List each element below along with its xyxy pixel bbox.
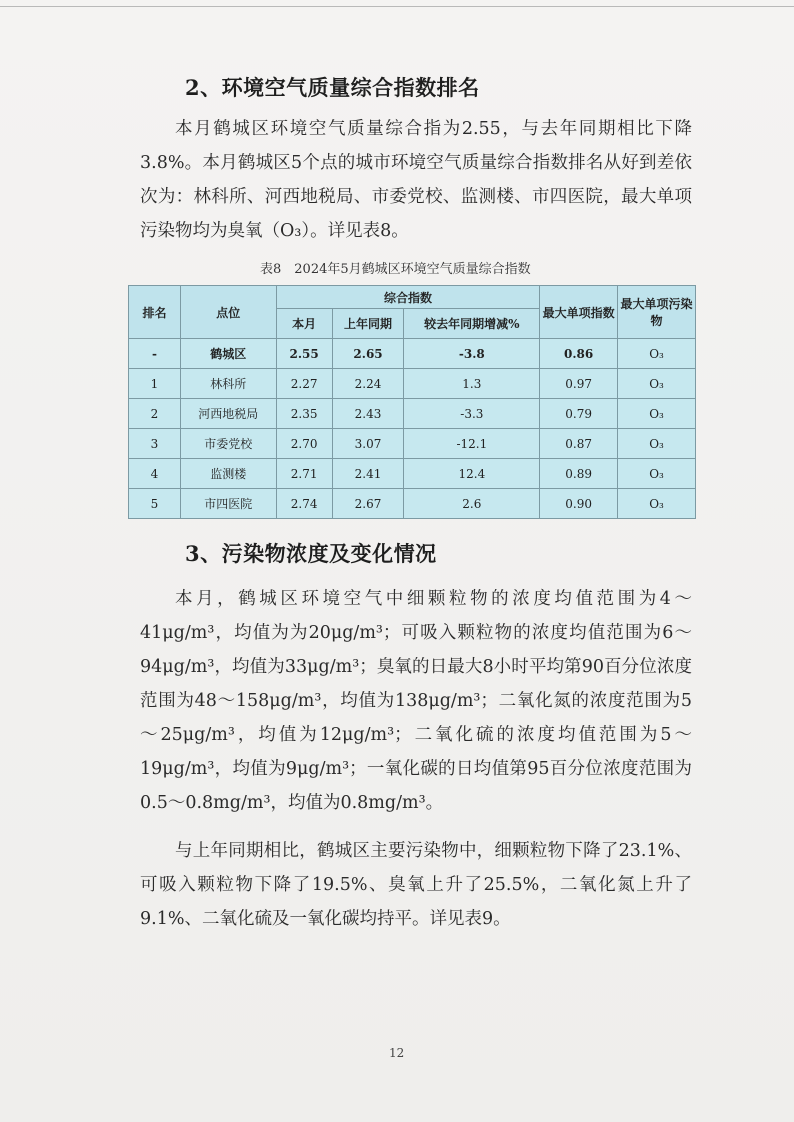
header-composite: 综合指数 [276, 286, 540, 309]
cell-change: 12.4 [404, 459, 540, 489]
cell-rank: 5 [129, 489, 181, 519]
cell-pollutant: O₃ [618, 459, 696, 489]
section3-paragraph-1: 本月，鹤城区环境空气中细颗粒物的浓度均值范围为4～41μg/m³，均值为为20μg/m³；可吸入颗粒物的浓度均值范围为6～94μg/m³，均值为33μg/m³；臭氧的日最大8小时平均第90百分位浓度范围为48～158μg/m³，均值为138μg/m³；二氧化氮的浓度范围为5～25μg/m³，均值为12μg/m³；二氧化硫的浓度均值范围为5～19μg/m³，均值为9μg/m³；一氧化碳的日均值第95百分位浓度范围为0.5～0.8mg/m³，均值为0.8mg/m³。 [140, 589, 692, 813]
table-row [129, 459, 696, 489]
page-number: 12 [389, 1046, 405, 1060]
cell-max-index: 0.79 [540, 399, 618, 429]
cell-change: 2.6 [404, 489, 540, 519]
cell-this-month: 2.71 [276, 459, 332, 489]
header-change: 较去年同期增减% [404, 309, 540, 339]
table-row [129, 399, 696, 429]
cell-max-index: 0.97 [540, 369, 618, 399]
cell-change: 1.3 [404, 369, 540, 399]
cell-site: 市四医院 [180, 489, 276, 519]
table-row [129, 369, 696, 399]
cell-site: 鹤城区 [180, 339, 276, 369]
cell-change: -3.8 [404, 339, 540, 369]
cell-pollutant: O₃ [618, 339, 696, 369]
cell-pollutant: O₃ [618, 429, 696, 459]
header-max-index: 最大单项指数 [540, 286, 618, 339]
cell-change: -3.3 [404, 399, 540, 429]
header-max-pollutant: 最大单项污染物 [618, 286, 696, 339]
cell-site: 林科所 [180, 369, 276, 399]
cell-pollutant: O₃ [618, 369, 696, 399]
cell-last-year: 2.65 [332, 339, 404, 369]
cell-pollutant: O₃ [618, 399, 696, 429]
table-row [129, 339, 696, 369]
table8 [128, 285, 696, 519]
cell-max-index: 0.89 [540, 459, 618, 489]
cell-last-year: 2.67 [332, 489, 404, 519]
cell-last-year: 3.07 [332, 429, 404, 459]
header-this-month: 本月 [276, 309, 332, 339]
cell-rank: 4 [129, 459, 181, 489]
section3-heading: 3、污染物浓度及变化情况 [185, 541, 437, 566]
cell-rank: 3 [129, 429, 181, 459]
section3-paragraph-2: 与上年同期相比，鹤城区主要污染物中，细颗粒物下降了23.1%、可吸入颗粒物下降了19.5%、臭氧上升了25.5%，二氧化氮上升了9.1%、二氧化硫及一氧化碳均持平。详见表9。 [140, 841, 692, 929]
cell-last-year: 2.41 [332, 459, 404, 489]
table-row [129, 489, 696, 519]
cell-this-month: 2.55 [276, 339, 332, 369]
cell-rank: 1 [129, 369, 181, 399]
scan-edge-line [0, 6, 794, 7]
cell-max-index: 0.90 [540, 489, 618, 519]
cell-this-month: 2.74 [276, 489, 332, 519]
cell-last-year: 2.43 [332, 399, 404, 429]
cell-site: 河西地税局 [180, 399, 276, 429]
cell-rank: - [129, 339, 181, 369]
section2-paragraph: 本月鹤城区环境空气质量综合指为2.55，与去年同期相比下降3.8%。本月鹤城区5个点的城市环境空气质量综合指数排名从好到差依次为：林科所、河西地税局、市委党校、监测楼、市四医院，最大单项污染物均为臭氧（O₃）。详见表8。 [140, 119, 692, 241]
cell-change: -12.1 [404, 429, 540, 459]
cell-rank: 2 [129, 399, 181, 429]
cell-max-index: 0.86 [540, 339, 618, 369]
cell-this-month: 2.27 [276, 369, 332, 399]
table8-caption: 表8 2024年5月鹤城区环境空气质量综合指数 [260, 262, 531, 277]
cell-site: 监测楼 [180, 459, 276, 489]
cell-max-index: 0.87 [540, 429, 618, 459]
cell-site: 市委党校 [180, 429, 276, 459]
cell-this-month: 2.35 [276, 399, 332, 429]
cell-this-month: 2.70 [276, 429, 332, 459]
header-rank: 排名 [129, 286, 181, 339]
cell-pollutant: O₃ [618, 489, 696, 519]
header-last-year: 上年同期 [332, 309, 404, 339]
section2-heading: 2、环境空气质量综合指数排名 [185, 75, 480, 100]
table-row [129, 429, 696, 459]
header-site: 点位 [180, 286, 276, 339]
cell-last-year: 2.24 [332, 369, 404, 399]
